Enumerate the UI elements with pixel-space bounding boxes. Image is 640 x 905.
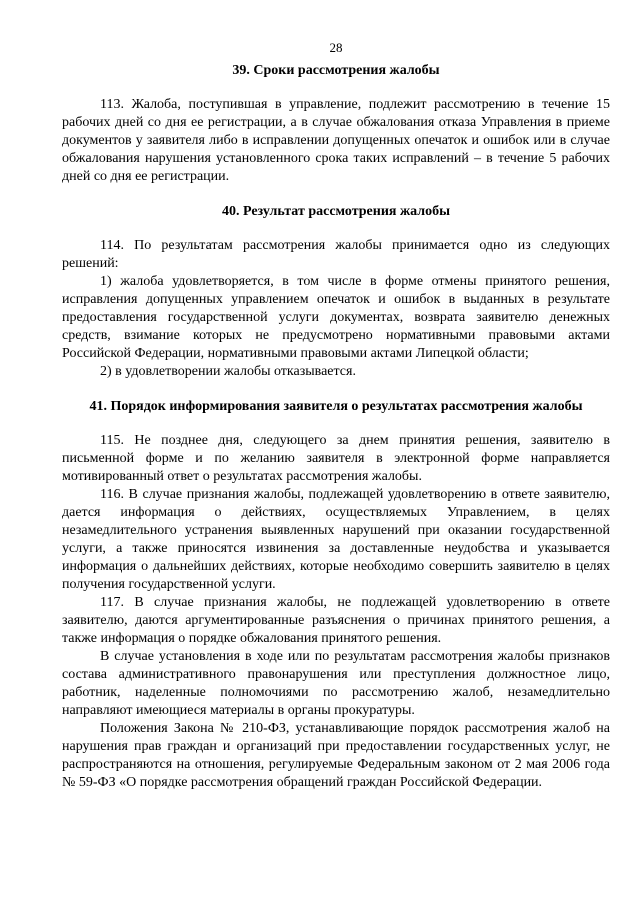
document-page	[62, 0, 610, 792]
section-heading-41: 41. Порядок информирования заявителя о результатах рассмотрения жалобы	[89, 399, 583, 414]
paragraph-prosecutor: В случае установления в ходе или по результатам рассмотрения жалобы признаков состава административного правонарушения или преступления должностное лицо, работник, наделенные полномочиями по рассмотрению жалоб, незамедлительно направляют имеющиеся материалы в органы прокуратуры.	[62, 649, 610, 718]
paragraph-115: 115. Не позднее дня, следующего за днем принятия решения, заявителю в письменной форме и по желанию заявителя в электронной форме направляется мотивированный ответ о результатах рассмотрения жалобы.	[62, 433, 610, 484]
paragraph-114-item-2: 2) в удовлетворении жалобы отказывается.	[100, 364, 356, 379]
paragraph-114-item-1: 1) жалоба удовлетворяется, в том числе в форме отмены принятого решения, исправления допущенных управлением опечаток и ошибок в выданных в результате предоставления государственной услуги документах, возврата заявителю денежных средств, взимание которых не предусмотрено нормативными правовыми актами Российской Федерации, нормативными правовыми актами Липецкой области;	[62, 274, 610, 361]
paragraph-114: 114. По результатам рассмотрения жалобы принимается одно из следующих решений:	[62, 238, 610, 271]
paragraph-law-210: Положения Закона № 210-ФЗ, устанавливающие порядок рассмотрения жалоб на нарушения прав граждан и организаций при предоставлении государственных услуг, не распространяются на отношения, регулируемые Федеральным законом от 2 мая 2006 года № 59-ФЗ «О порядке рассмотрения обращений граждан Российской Федерации.	[62, 721, 610, 790]
section-heading-39: 39. Сроки рассмотрения жалобы	[232, 63, 440, 78]
page-number: 28	[329, 40, 343, 55]
paragraph-116: 116. В случае признания жалобы, подлежащей удовлетворению в ответе заявителю, дается информация о действиях, осуществляемых Управлением, в целях незамедлительного устранения выявленных нарушений при оказании государственной услуги, а также приносятся извинения за доставленные неудобства и указывается информация о дальнейших действиях, которые необходимо совершить заявителю в целях получения государственной услуги.	[62, 487, 610, 592]
paragraph-113: 113. Жалоба, поступившая в управление, подлежит рассмотрению в течение 15 рабочих дней со дня ее регистрации, а в случае обжалования отказа Управления в приеме документов у заявителя либо в исправлении допущенных опечаток и ошибок или в случае обжалования нарушения установленного срока таких исправлений – в течение 5 рабочих дней со дня ее регистрации.	[62, 97, 610, 184]
paragraph-117: 117. В случае признания жалобы, не подлежащей удовлетворению в ответе заявителю, даются аргументированные разъяснения о причинах принятого решения, а также информация о порядке обжалования принятого решения.	[62, 595, 610, 646]
section-heading-40: 40. Результат рассмотрения жалобы	[221, 204, 451, 219]
